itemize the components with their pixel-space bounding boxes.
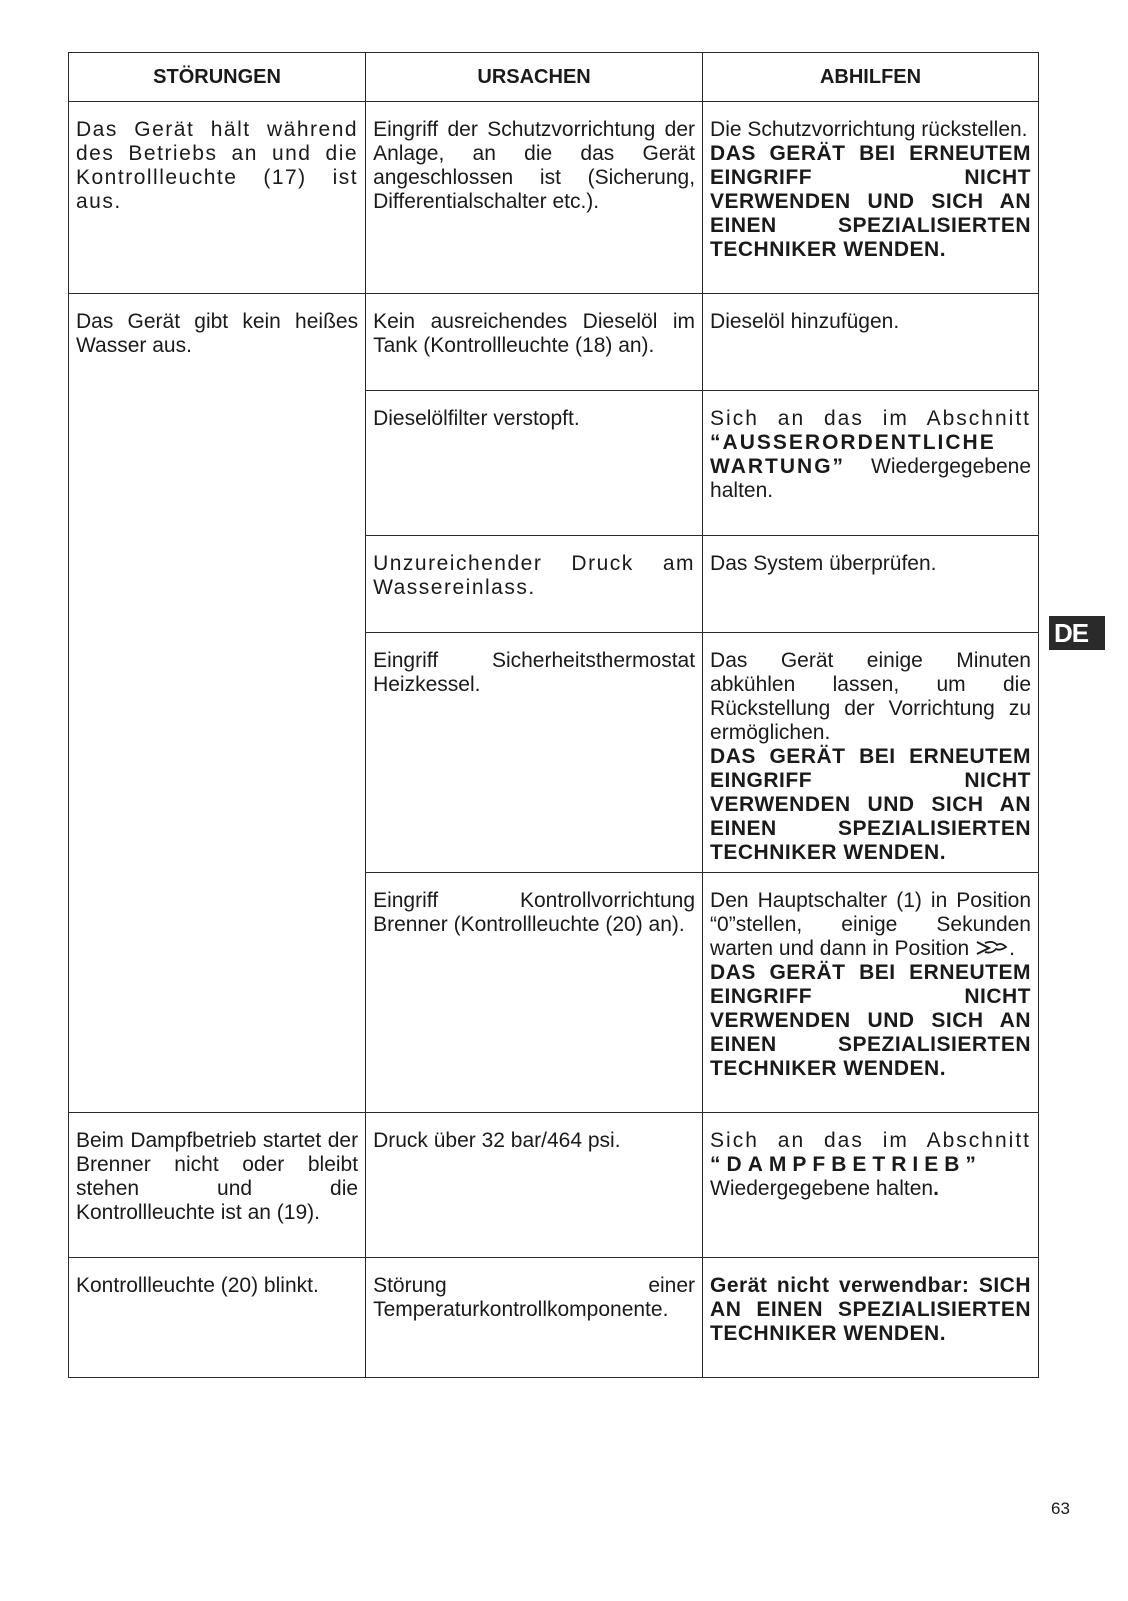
table-row	[69, 1113, 1039, 1258]
remedy-text: Sich an das im Abschnitt	[710, 407, 1031, 430]
problem-cell: Das Gerät gibt kein heißes Wasser aus.	[69, 294, 366, 391]
cause-cell: Kein ausreichendes Dieselöl im Tank (Kontrollleuchte (18) an).	[366, 294, 703, 391]
problem-cell: Das Gerät hält während des Betriebs an und die Kontrollleuchte (17) ist aus.	[69, 102, 366, 294]
problem-cell-empty	[69, 873, 366, 1113]
problem-cell: Beim Dampfbetrieb startet der Brenner nicht oder bleibt stehen und die Kontrollleuchte ist an (19).	[69, 1113, 366, 1258]
cause-cell: Unzureichender Druck am Wassereinlass.	[366, 536, 703, 633]
header-abhilfen: ABHILFEN	[703, 53, 1039, 102]
remedy-cell	[703, 1113, 1039, 1258]
table-row	[69, 873, 1039, 1113]
table-row	[69, 1258, 1039, 1378]
header-ursachen: URSACHEN	[366, 53, 703, 102]
remedy-cell	[703, 633, 1039, 873]
remedy-warning: DAS GERÄT BEI ERNEUTEM EINGRIFF NICHT VERWENDEN UND SICH AN EINEN SPEZIALISIERTEN TECHNIKER WENDEN.	[710, 961, 1031, 1080]
remedy-text-end: .	[1009, 937, 1015, 960]
table-row	[69, 536, 1039, 633]
problem-cell-empty	[69, 536, 366, 633]
cause-cell: Störung einer Temperaturkontrollkomponente.	[366, 1258, 703, 1378]
cause-cell: Eingriff Sicherheitsthermostat Heizkessel.	[366, 633, 703, 873]
remedy-text: Sich an das im Abschnitt	[710, 1129, 1031, 1152]
remedy-text-end: Wiedergegebene halten.	[710, 455, 1031, 502]
burner-position-icon	[975, 939, 1009, 957]
remedy-cell	[703, 102, 1039, 294]
table-row	[69, 391, 1039, 536]
remedy-warning: DAS GERÄT BEI ERNEUTEM EINGRIFF NICHT VERWENDEN UND SICH AN EINEN SPEZIALISIERTEN TECHNIKER WENDEN.	[710, 745, 1031, 864]
remedy-text: Die Schutzvorrichtung rückstellen.	[710, 118, 1028, 141]
language-tab: DE	[1049, 616, 1105, 650]
remedy-cell	[703, 873, 1039, 1113]
remedy-section-ref: “DAMPFBETRIEB”	[710, 1153, 982, 1176]
remedy-period: .	[933, 1177, 940, 1200]
remedy-cell: Dieselöl hinzufügen.	[703, 294, 1039, 391]
problem-cell-empty	[69, 391, 366, 536]
table-header-row	[69, 53, 1039, 102]
cause-cell: Eingriff Kontrollvorrichtung Brenner (Kontrollleuchte (20) an).	[366, 873, 703, 1113]
cause-cell: Druck über 32 bar/464 psi.	[366, 1113, 703, 1258]
remedy-cell: Das System überprüfen.	[703, 536, 1039, 633]
problem-cell: Kontrollleuchte (20) blinkt.	[69, 1258, 366, 1378]
remedy-warning: DAS GERÄT BEI ERNEUTEM EINGRIFF NICHT VERWENDEN UND SICH AN EINEN SPEZIALISIERTEN TECHNIKER WENDEN.	[710, 142, 1031, 261]
cause-cell: Dieselölfilter verstopft.	[366, 391, 703, 536]
cause-cell: Eingriff der Schutzvorrichtung der Anlage, an die das Gerät angeschlossen ist (Sicherung, Differentialschalter etc.).	[366, 102, 703, 294]
table-row	[69, 102, 1039, 294]
remedy-text: Das Gerät einige Minuten abkühlen lassen, um die Rückstellung der Vorrichtung zu ermöglichen.	[710, 649, 1031, 744]
header-stoerungen: STÖRUNGEN	[69, 53, 366, 102]
remedy-text: Den Hauptschalter (1) in Position “0”stellen, einige Sekunden warten und dann in Position	[710, 889, 1031, 960]
remedy-section-ref: “AUSSERORDENTLICHE WARTUNG”	[710, 431, 996, 478]
page-number: 63	[1051, 1499, 1070, 1518]
troubleshooting-table	[68, 52, 1039, 1378]
remedy-cell	[703, 1258, 1039, 1378]
problem-cell-empty	[69, 633, 366, 873]
remedy-cell	[703, 391, 1039, 536]
remedy-text-end: Wiedergegebene halten	[710, 1177, 934, 1200]
table-row	[69, 294, 1039, 391]
table-row	[69, 633, 1039, 873]
remedy-warning: Gerät nicht verwendbar: SICH AN EINEN SPEZIALISIERTEN TECHNIKER WENDEN.	[710, 1274, 1031, 1345]
